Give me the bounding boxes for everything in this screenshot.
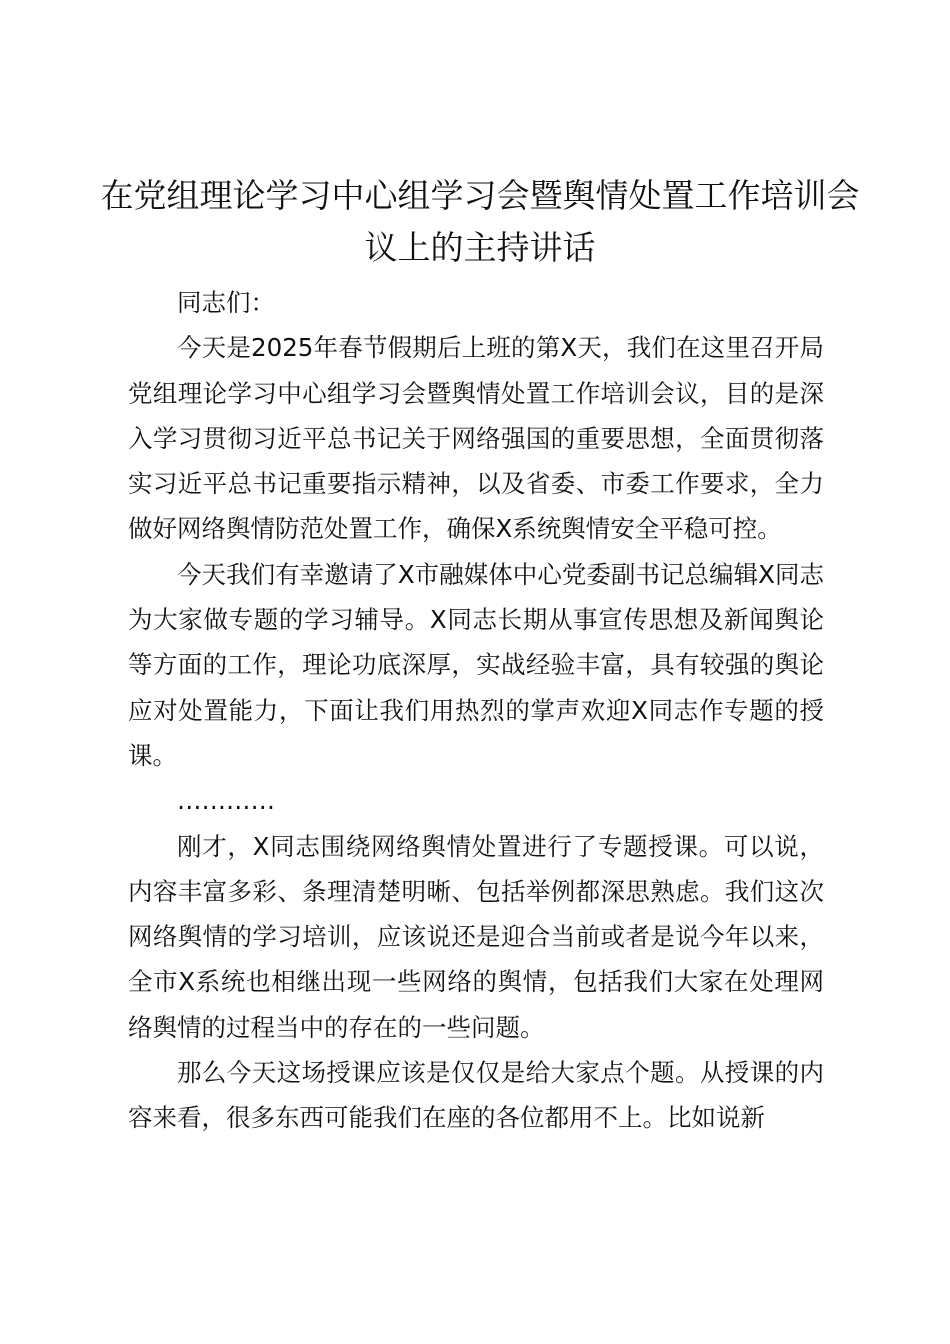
- document-body: [128, 280, 824, 1141]
- ellipsis-line: …………: [177, 786, 275, 816]
- document-title: 在党组理论学习中心组学习会暨舆情处置工作培训会议上的主持讲话: [100, 176, 860, 267]
- paragraph-3: 刚才，X同志围绕网络舆情处置进行了专题授课。可以说，内容丰富多彩、条理清楚明晰、包括举例都深思熟虑。我们这次网络舆情的学习培训，应该说还是迎合当前或者是说今年以来，全市X系统也相继出现一些网络的舆情，包括我们大家在处理网络舆情的过程当中的存在的一些问题。: [128, 831, 824, 1042]
- salutation: 同志们：: [177, 288, 275, 317]
- paragraph-4: 那么今天这场授课应该是仅仅是给大家点个题。从授课的内容来看，很多东西可能我们在座的各位都用不上。比如说新: [128, 1058, 824, 1133]
- paragraph-1: 今天是2025年春节假期后上班的第X天，我们在这里召开局党组理论学习中心组学习会暨舆情处置工作培训会议，目的是深入学习贯彻习近平总书记关于网络强国的重要思想，全面贯彻落实习近平总书记重要指示精神，以及省委、市委工作要求，全力做好网络舆情防范处置工作，确保X系统舆情安全平稳可控。: [128, 333, 824, 544]
- paragraph-2: 今天我们有幸邀请了X市融媒体中心党委副书记总编辑X同志为大家做专题的学习辅导。X同志长期从事宣传思想及新闻舆论等方面的工作，理论功底深厚，实战经验丰富，具有较强的舆论应对处置能力，下面让我们用热烈的掌声欢迎X同志作专题的授课。: [128, 559, 824, 770]
